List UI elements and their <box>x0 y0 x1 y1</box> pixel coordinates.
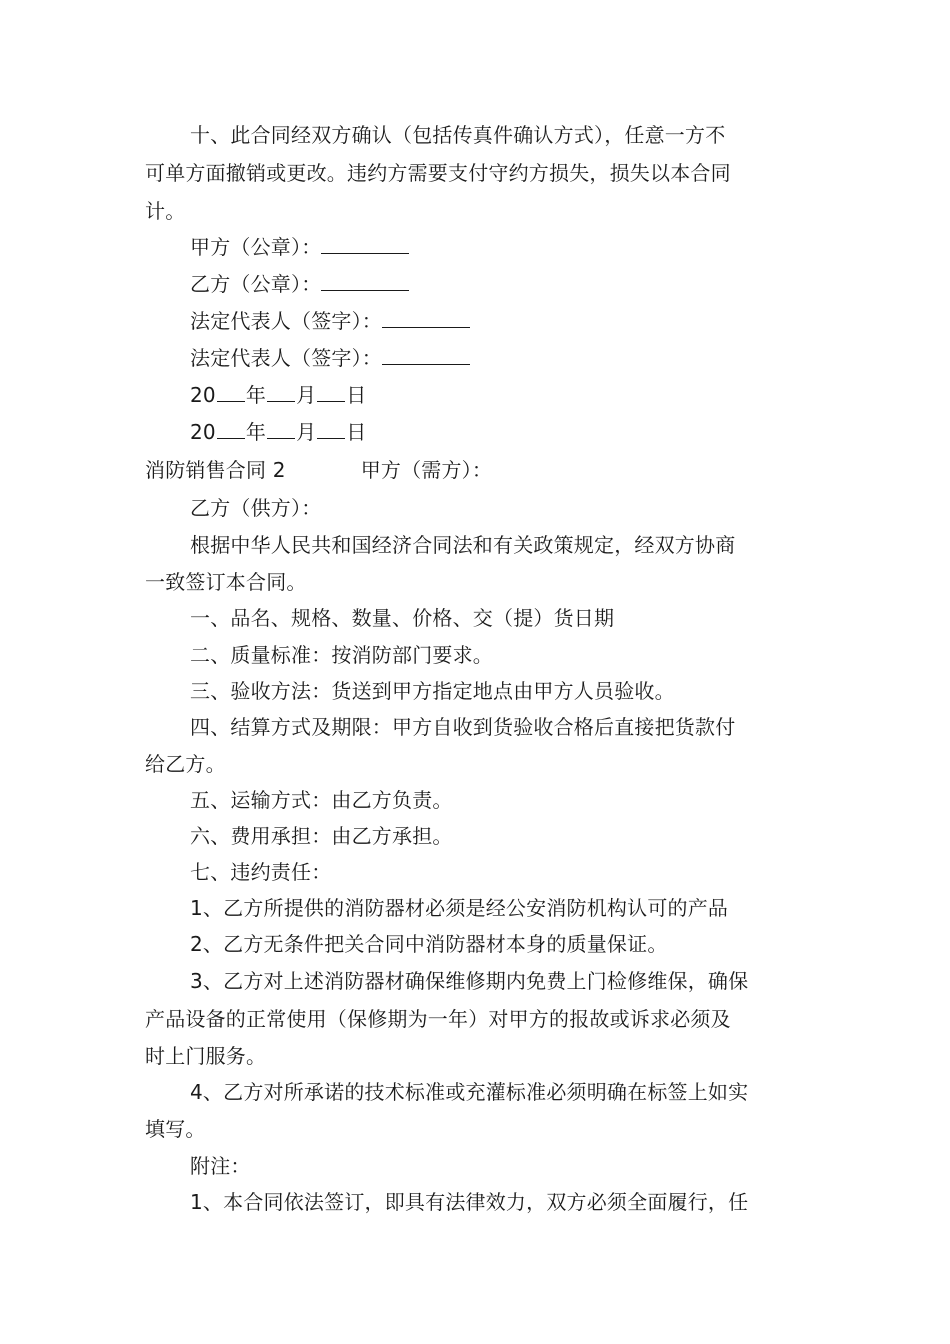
clause-7-item-2: 2、乙方无条件把关合同中消防器材本身的质量保证。 <box>190 932 668 956</box>
date-blank <box>217 381 245 402</box>
clause-4-line-1: 四、结算方式及期限：甲方自收到货验收合格后直接把货款付 <box>190 715 736 739</box>
signature-blank <box>321 233 409 254</box>
contract-2-heading-line <box>145 455 492 485</box>
clause-7-item-4-line-2: 填写。 <box>145 1117 206 1141</box>
clause-3: 三、验收方法：货送到甲方指定地点由甲方人员验收。 <box>190 679 675 703</box>
clause-10-line-2: 可单方面撤销或更改。违约方需要支付守约方损失，损失以本合同 <box>145 161 731 185</box>
signature-blank <box>382 344 470 365</box>
legal-rep-label: 法定代表人（签字）： <box>190 346 382 370</box>
contract-2-title: 消防销售合同 2 <box>145 458 286 482</box>
clause-4-line-2: 给乙方。 <box>145 752 226 776</box>
clause-7-heading: 七、违约责任： <box>190 860 332 884</box>
clause-10-line-1: 十、此合同经双方确认（包括传真件确认方式），任意一方不 <box>190 123 726 147</box>
clause-1: 一、品名、规格、数量、价格、交（提）货日期 <box>190 606 615 630</box>
date-year-label: 年 <box>245 383 267 407</box>
legal-rep-line-2 <box>190 343 470 373</box>
clause-10-line-3: 计。 <box>145 199 186 223</box>
date-blank <box>317 418 345 439</box>
preamble-line-1: 根据中华人民共和国经济合同法和有关政策规定，经双方协商 <box>190 533 736 557</box>
party-b-supplier-label: 乙方（供方）： <box>190 496 322 520</box>
party-a-buyer-label: 甲方（需方）： <box>360 458 493 482</box>
date-blank <box>267 418 295 439</box>
date-year-prefix: 20 <box>190 383 216 407</box>
signature-blank <box>382 307 470 328</box>
date-year-label: 年 <box>245 420 267 444</box>
date-year-prefix: 20 <box>190 420 216 444</box>
clause-6: 六、费用承担：由乙方承担。 <box>190 824 453 848</box>
notes-item-1-line-1: 1、本合同依法签订，即具有法律效力，双方必须全面履行，任 <box>190 1190 749 1214</box>
date-day-label: 日 <box>346 383 367 407</box>
clause-2: 二、质量标准：按消防部门要求。 <box>190 643 493 667</box>
date-line-2 <box>190 417 366 447</box>
clause-7-item-3-line-1: 3、乙方对上述消防器材确保维修期内免费上门检修维保，确保 <box>190 969 749 993</box>
clause-7-item-3-line-3: 时上门服务。 <box>145 1044 267 1068</box>
legal-rep-label: 法定代表人（签字）： <box>190 309 382 333</box>
date-month-label: 月 <box>296 420 317 444</box>
clause-7-item-1: 1、乙方所提供的消防器材必须是经公安消防机构认可的产品 <box>190 896 729 920</box>
party-b-seal-label: 乙方（公章）： <box>190 272 322 296</box>
clause-5: 五、运输方式：由乙方负责。 <box>190 788 453 812</box>
party-a-seal-label: 甲方（公章）： <box>190 235 322 259</box>
date-blank <box>267 381 295 402</box>
clause-7-item-3-line-2: 产品设备的正常使用（保修期为一年）对甲方的报故或诉求必须及 <box>145 1007 731 1031</box>
preamble-line-2: 一致签订本合同。 <box>145 570 307 594</box>
date-blank <box>217 418 245 439</box>
legal-rep-line-1 <box>190 306 470 336</box>
date-line-1 <box>190 380 366 410</box>
notes-heading: 附注： <box>190 1154 251 1178</box>
party-a-seal-line <box>190 232 409 262</box>
date-month-label: 月 <box>296 383 317 407</box>
clause-7-item-4-line-1: 4、乙方对所承诺的技术标准或充灌标准必须明确在标签上如实 <box>190 1080 749 1104</box>
party-b-seal-line <box>190 269 409 299</box>
signature-blank <box>321 270 409 291</box>
date-day-label: 日 <box>346 420 367 444</box>
date-blank <box>317 381 345 402</box>
